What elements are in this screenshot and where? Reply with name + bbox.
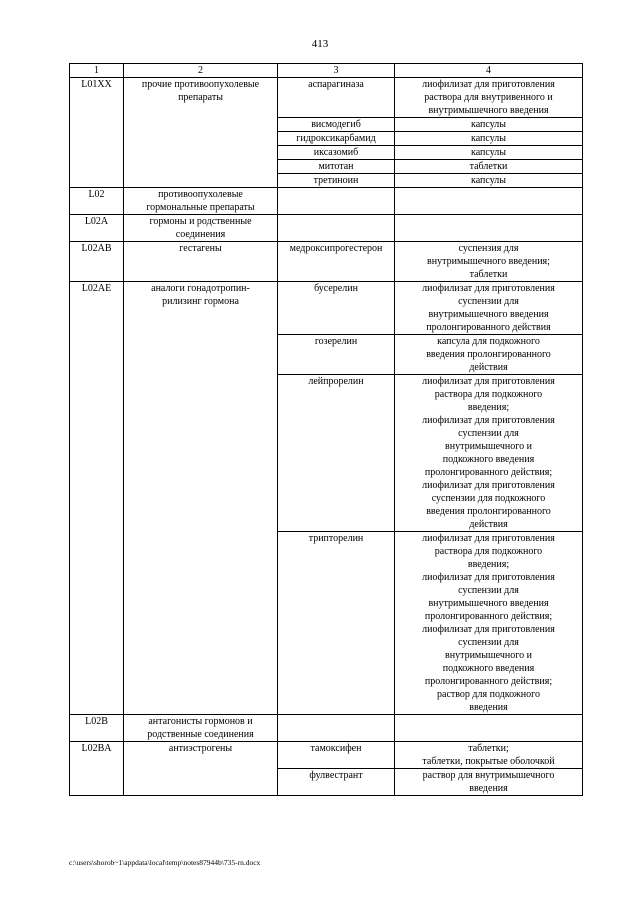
table-row (70, 215, 583, 242)
table-row (70, 715, 583, 742)
table-body (70, 78, 583, 796)
header-cell-2: 2 (124, 64, 278, 78)
dosage-form-cell: капсулы (395, 146, 583, 160)
drug-name-cell: лейпрорелин (278, 375, 395, 532)
dosage-form-cell: капсулы (395, 132, 583, 146)
drug-name-cell: фулвестрант (278, 769, 395, 796)
dosage-form-cell: капсулы (395, 118, 583, 132)
table-row (70, 188, 583, 215)
drug-name-cell: гозерелин (278, 335, 395, 375)
drug-name-cell: иксазомиб (278, 146, 395, 160)
atc-code-cell: L02BA (70, 742, 124, 796)
page-number: 413 (311, 38, 329, 50)
drug-name-cell: митотан (278, 160, 395, 174)
table-row (70, 78, 583, 118)
dosage-form-cell: лиофилизат для приготовления раствора для подкожного введения; лиофилизат для приготовления суспензии для внутримышечного введения пролонгированного действия; лиофилизат для приготовления суспензии для внутримышечного и подкожного введения пролонгированного действия; раствор для подкожного введения (395, 532, 583, 715)
drug-name-cell: гидроксикарбамид (278, 132, 395, 146)
atc-group-cell: аналоги гонадотропин- рилизинг гормона (124, 282, 278, 715)
atc-code-cell: L02B (70, 715, 124, 742)
atc-code-cell: L02A (70, 215, 124, 242)
header-cell-1: 1 (70, 64, 124, 78)
dosage-form-cell (395, 188, 583, 215)
atc-code-cell: L02 (70, 188, 124, 215)
dosage-form-cell: таблетки (395, 160, 583, 174)
drug-name-cell: висмодегиб (278, 118, 395, 132)
dosage-form-cell: суспензия для внутримышечного введения; таблетки (395, 242, 583, 282)
drug-name-cell: аспарагиназа (278, 78, 395, 118)
atc-group-cell: гестагены (124, 242, 278, 282)
atc-group-cell: прочие противоопухолевые препараты (124, 78, 278, 188)
header-cell-3: 3 (278, 64, 395, 78)
drug-name-cell: тамоксифен (278, 742, 395, 769)
dosage-form-cell (395, 215, 583, 242)
atc-group-cell: антиэстрогены (124, 742, 278, 796)
drug-name-cell: бусерелин (278, 282, 395, 335)
atc-group-cell: противоопухолевые гормональные препараты (124, 188, 278, 215)
table-row (70, 282, 583, 335)
drug-name-cell: третиноин (278, 174, 395, 188)
header-cell-4: 4 (395, 64, 583, 78)
dosage-form-cell: капсулы (395, 174, 583, 188)
dosage-form-cell: капсула для подкожного введения пролонгированного действия (395, 335, 583, 375)
dosage-form-cell: лиофилизат для приготовления суспензии для внутримышечного введения пролонгированного действия (395, 282, 583, 335)
drug-name-cell (278, 188, 395, 215)
drug-name-cell (278, 215, 395, 242)
dosage-form-cell: лиофилизат для приготовления раствора для подкожного введения; лиофилизат для приготовления суспензии для внутримышечного и подкожного введения пролонгированного действия; лиофилизат для приготовления суспензии для подкожного введения пролонгированного действия (395, 375, 583, 532)
dosage-form-cell (395, 715, 583, 742)
atc-code-cell: L02AB (70, 242, 124, 282)
medication-table (69, 63, 583, 796)
dosage-form-cell: таблетки; таблетки, покрытые оболочкой (395, 742, 583, 769)
dosage-form-cell: лиофилизат для приготовления раствора для внутривенного и внутримышечного введения (395, 78, 583, 118)
atc-group-cell: гормоны и родственные соединения (124, 215, 278, 242)
header-row (70, 64, 583, 78)
drug-name-cell (278, 715, 395, 742)
atc-group-cell: антагонисты гормонов и родственные соединения (124, 715, 278, 742)
drug-name-cell: медроксипрогестерон (278, 242, 395, 282)
footer-file-path: c:\users\shorob~1\appdata\local\temp\notes87944b\735-rn.docx (69, 858, 261, 867)
table-row (70, 742, 583, 769)
atc-code-cell: L01XX (70, 78, 124, 188)
atc-code-cell: L02AE (70, 282, 124, 715)
drug-name-cell: трипторелин (278, 532, 395, 715)
table-row (70, 242, 583, 282)
dosage-form-cell: раствор для внутримышечного введения (395, 769, 583, 796)
